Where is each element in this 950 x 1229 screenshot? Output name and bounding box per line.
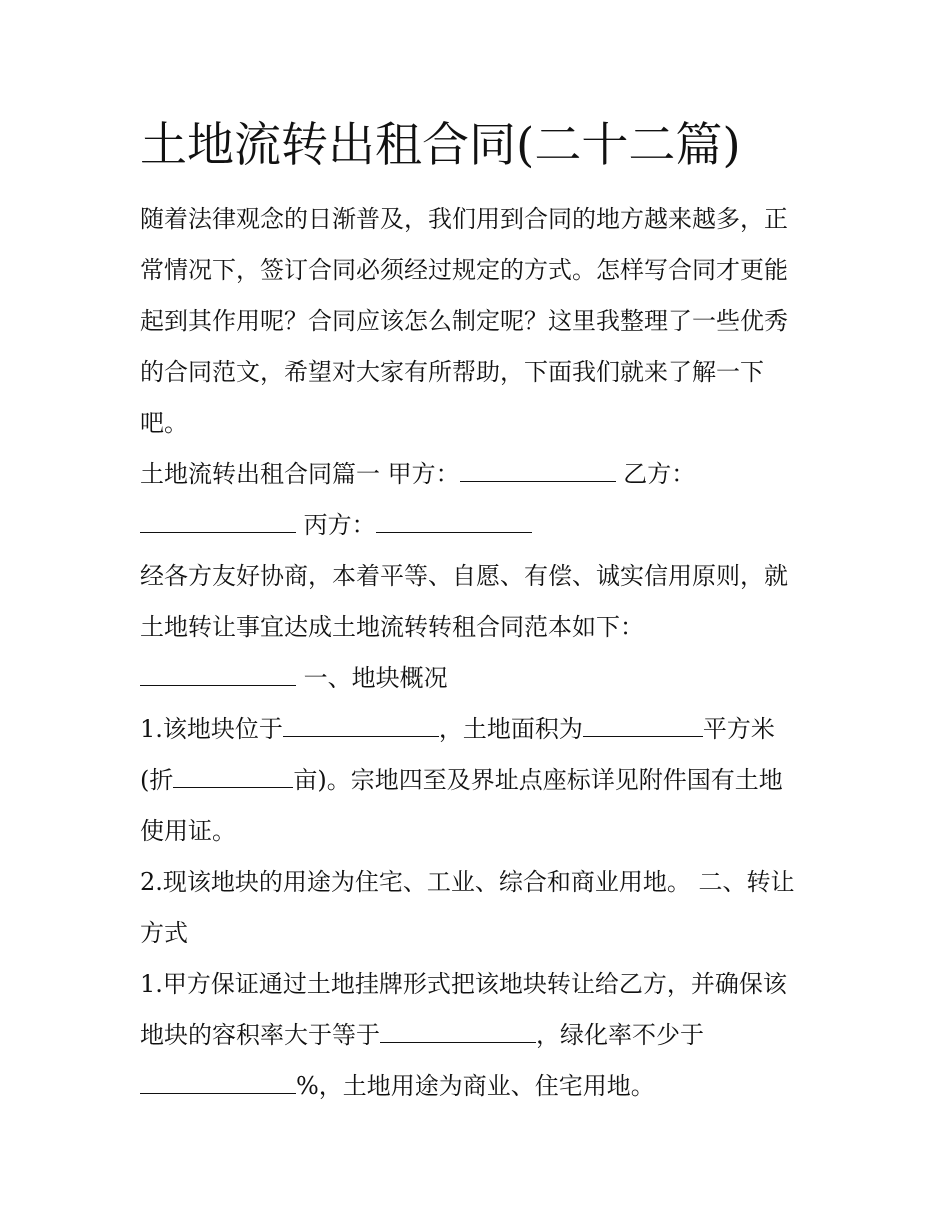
far-blank xyxy=(380,1020,536,1043)
party-c-blank xyxy=(376,510,532,533)
party-a-blank xyxy=(460,459,616,482)
mu-blank xyxy=(173,765,293,788)
party-c-label: 丙方： xyxy=(296,511,376,539)
parties-line-1 xyxy=(140,449,820,500)
item1-line-1 xyxy=(140,704,820,755)
item1-prefix: 1.该地块位于 xyxy=(140,715,283,743)
area-blank xyxy=(583,714,703,737)
item1-line-3: 使用证。 xyxy=(140,817,236,845)
party-b-blank xyxy=(140,510,296,533)
item1-line-2 xyxy=(140,755,820,806)
item2-line-2: 方式 xyxy=(140,919,188,947)
section1-heading: 土地流转出租合同篇一 甲方： xyxy=(140,460,460,488)
location-blank xyxy=(283,714,439,737)
document-page xyxy=(140,110,820,1112)
transfer-line2-prefix: 地块的容积率大于等于 xyxy=(140,1021,380,1049)
intro-line-3: 起到其作用呢？合同应该怎么制定呢？这里我整理了一些优秀 xyxy=(140,307,788,335)
intro-line-2: 常情况下，签订合同必须经过规定的方式。怎样写合同才更能 xyxy=(140,256,788,284)
transfer-item1-line-2 xyxy=(140,1010,820,1061)
item2-line-1: 2.现该地块的用途为住宅、工业、综合和商业用地。 二、转让 xyxy=(140,868,795,896)
heading-blank xyxy=(140,663,296,686)
item1-mid: ，土地面积为 xyxy=(438,715,583,743)
intro-line-5: 吧。 xyxy=(140,409,188,437)
item1-line2-suffix: 亩)。宗地四至及界址点座标详见附件国有土地 xyxy=(293,766,783,794)
transfer-item1-line-3 xyxy=(140,1061,820,1112)
transfer-item1-line-1: 1.甲方保证通过土地挂牌形式把该地块转让给乙方，并确保该 xyxy=(140,970,787,998)
intro-line-4: 的合同范文，希望对大家有所帮助，下面我们就来了解一下 xyxy=(140,358,764,386)
transfer-line2-suffix: ，绿化率不少于 xyxy=(536,1021,704,1049)
item1-line2-prefix: (折 xyxy=(140,766,174,794)
item1-suffix: 平方米 xyxy=(702,715,775,743)
agreement-line-1: 经各方友好协商，本着平等、自愿、有偿、诚实信用原则，就 xyxy=(140,562,788,590)
document-title: 土地流转出租合同(二十二篇) xyxy=(140,118,741,173)
agreement-line-2: 土地转让事宜达成土地流转转租合同范本如下： xyxy=(140,613,644,641)
green-ratio-blank xyxy=(140,1071,296,1094)
parties-line-2 xyxy=(140,500,820,551)
intro-line-1: 随着法律观念的日渐普及，我们用到合同的地方越来越多，正 xyxy=(140,205,788,233)
part1-heading: 一、地块概况 xyxy=(296,664,448,692)
transfer-line3-suffix: %，土地用途为商业、住宅用地。 xyxy=(296,1072,655,1100)
party-b-label: 乙方： xyxy=(615,460,696,488)
part1-heading-line xyxy=(140,653,820,704)
